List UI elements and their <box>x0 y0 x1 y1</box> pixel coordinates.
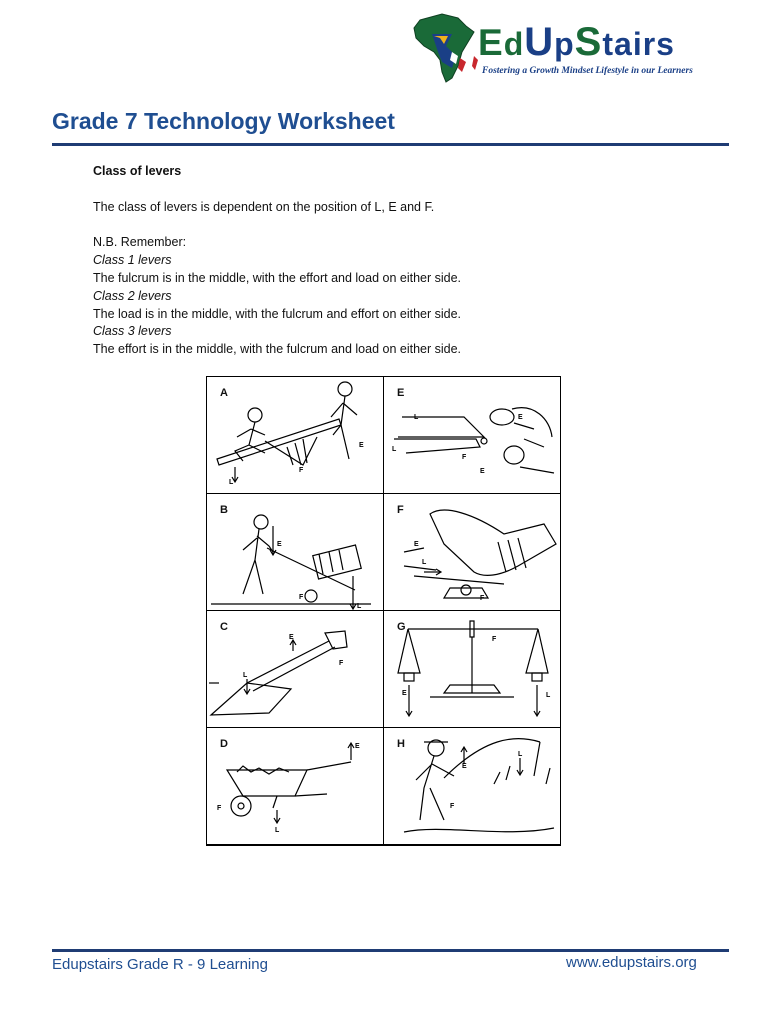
effort-label: E <box>480 468 485 475</box>
figure-letter: D <box>220 738 228 750</box>
figure-cell-a <box>207 377 384 494</box>
fulcrum-label: F <box>299 467 304 474</box>
effort-label: E <box>462 763 467 770</box>
load-label: L <box>518 751 523 758</box>
load-label: L <box>357 603 362 610</box>
effort-label: E <box>359 442 364 449</box>
africa-map-icon <box>412 12 482 84</box>
intro-paragraph: The class of levers is dependent on the position of L, E and F. <box>93 200 435 214</box>
effort-label: E <box>289 634 294 641</box>
fulcrum-label: F <box>462 454 467 461</box>
foot-pedal-illustration <box>384 494 561 610</box>
figure-letter: E <box>397 387 405 399</box>
figure-letter: C <box>220 621 228 633</box>
load-label: L <box>392 446 397 453</box>
figure-cell-h <box>384 728 561 845</box>
figure-cell-d <box>207 728 384 845</box>
scissors-illustration <box>384 377 561 493</box>
footer-rule <box>52 949 729 952</box>
figure-cell-f <box>384 494 561 611</box>
load-label: L <box>546 692 551 699</box>
fulcrum-label: F <box>480 595 485 602</box>
effort-label: E <box>277 541 282 548</box>
class-1-name: Class 1 levers <box>93 253 172 267</box>
load-label: L <box>243 672 248 679</box>
fulcrum-label: F <box>492 636 497 643</box>
fishing-rod-illustration <box>384 728 561 844</box>
figure-letter: F <box>397 504 404 516</box>
figure-cell-e <box>384 377 561 494</box>
figure-letter: H <box>397 738 405 750</box>
class-2-name: Class 2 levers <box>93 289 172 303</box>
fulcrum-label: F <box>299 594 304 601</box>
crowbar-illustration <box>207 494 375 610</box>
load-label: L <box>229 479 234 486</box>
edupstairs-logo <box>412 12 732 84</box>
effort-label: E <box>518 414 523 421</box>
effort-label: E <box>414 541 419 548</box>
footer-left-text: Edupstairs Grade R - 9 Learning <box>52 956 268 973</box>
figure-cell-b <box>207 494 384 611</box>
lever-figure-grid <box>206 376 561 846</box>
load-label: L <box>275 827 280 834</box>
class-3-desc: The effort is in the middle, with the fulcrum and load on either side. <box>93 342 462 356</box>
fulcrum-label: F <box>339 660 344 667</box>
class-1-desc: The fulcrum is in the middle, with the effort and load on either side. <box>93 271 462 285</box>
wheelbarrow-illustration <box>207 728 375 844</box>
effort-label: E <box>355 743 360 750</box>
header-rule <box>52 143 729 146</box>
fulcrum-label: F <box>217 805 222 812</box>
figure-cell-c <box>207 611 384 728</box>
logo-tagline: Fostering a Growth Mindset Lifestyle in our Learners <box>482 66 693 76</box>
footer-url: www.edupstairs.org <box>566 954 697 971</box>
spade-illustration <box>207 611 375 727</box>
page-title: Grade 7 Technology Worksheet <box>52 108 395 134</box>
load-label: L <box>422 559 427 566</box>
figure-letter: B <box>220 504 228 516</box>
class-2-desc: The load is in the middle, with the fulcrum and effort on either side. <box>93 307 462 321</box>
remember-note: N.B. Remember: <box>93 235 187 249</box>
figure-cell-g <box>384 611 561 728</box>
fulcrum-label: F <box>450 803 455 810</box>
figure-letter: G <box>397 621 406 633</box>
load-label: L <box>414 414 419 421</box>
scale-balance-illustration <box>384 611 561 727</box>
logo-wordmark: EdUpStairs <box>478 20 675 64</box>
section-heading: Class of levers <box>93 164 182 178</box>
class-3-name: Class 3 levers <box>93 324 172 338</box>
effort-label: E <box>402 690 407 697</box>
figure-letter: A <box>220 387 228 399</box>
seesaw-illustration <box>207 377 375 493</box>
